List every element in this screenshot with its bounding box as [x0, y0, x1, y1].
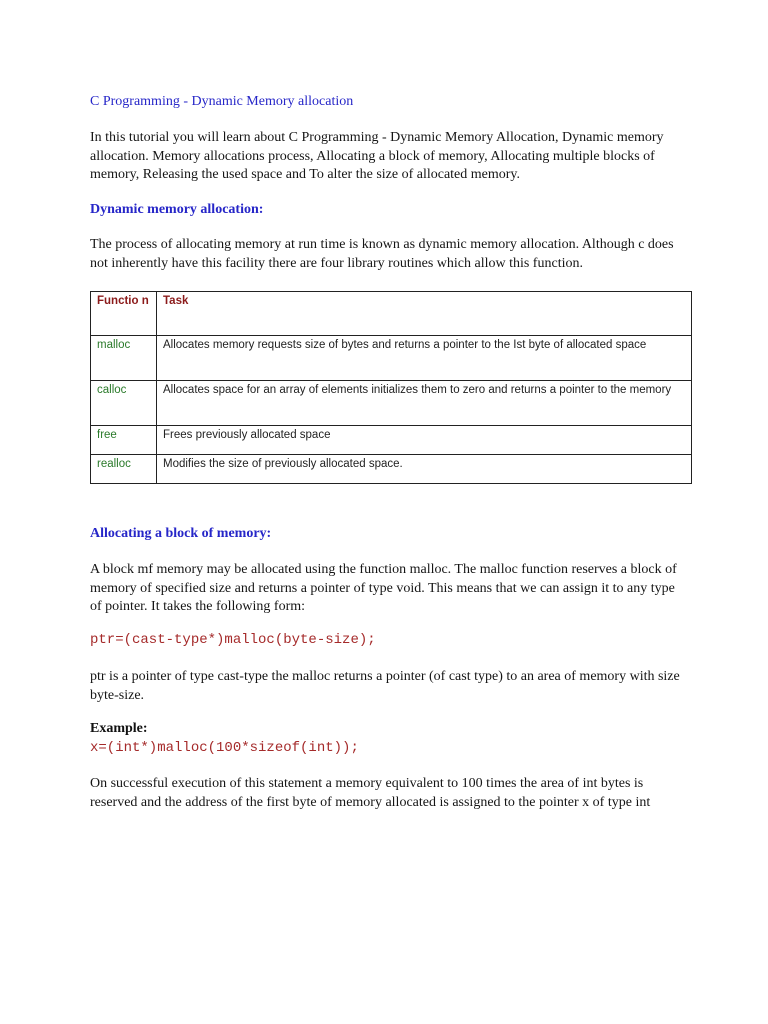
table-cell-task: Allocates memory requests size of bytes and returns a pointer to the Ist byte of allocated space [157, 336, 692, 381]
table-cell-function: calloc [91, 381, 157, 426]
example-code: x=(int*)malloc(100*sizeof(int)); [90, 740, 359, 756]
page-title: C Programming - Dynamic Memory allocation [90, 94, 354, 109]
intro-paragraph: In this tutorial you will learn about C Programming - Dynamic Memory Allocation, Dynamic memory allocation. Memory allocations process, Allocating a block of memory, Allocating multiple blocks of memory, Releasing the used space and To alter the size of allocated memory. [90, 130, 664, 182]
library-functions-table [90, 291, 692, 484]
table-row [91, 426, 692, 455]
table-cell-function: realloc [91, 455, 157, 484]
explanation-paragraph: ptr is a pointer of type cast-type the malloc returns a pointer (of cast type) to an area of memory with size byte-size. [90, 669, 680, 703]
conclusion-paragraph: On successful execution of this statement a memory equivalent to 100 times the area of int bytes is reserved and the address of the first byte of memory allocated is assigned to the pointer x of type int [90, 776, 651, 810]
table-cell-task: Frees previously allocated space [157, 426, 692, 455]
example-label: Example: [90, 721, 148, 736]
table-row [91, 381, 692, 426]
table-row [91, 455, 692, 484]
table-cell-function: malloc [91, 336, 157, 381]
table-header-task: Task [157, 292, 692, 336]
dynamic-memory-paragraph: The process of allocating memory at run time is known as dynamic memory allocation. Although c does not inherently have this facility there are four library routines which allow this function. [90, 237, 674, 271]
table-header-row [91, 292, 692, 336]
table-cell-task: Allocates space for an array of elements initializes them to zero and returns a pointer to the memory [157, 381, 692, 426]
section-heading-dynamic-memory: Dynamic memory allocation: [90, 202, 264, 217]
table-header-function: Functio n [91, 292, 157, 336]
allocating-block-paragraph: A block mf memory may be allocated using the function malloc. The malloc function reserves a block of memory of specified size and returns a pointer of type void. This means that we can assign it to any type of pointer. It takes the following form: [90, 562, 677, 614]
section-heading-allocating-block: Allocating a block of memory: [90, 526, 272, 541]
table-cell-task: Modifies the size of previously allocated space. [157, 455, 692, 484]
table-cell-function: free [91, 426, 157, 455]
code-form: ptr=(cast-type*)malloc(byte-size); [90, 632, 376, 648]
table-row [91, 336, 692, 381]
